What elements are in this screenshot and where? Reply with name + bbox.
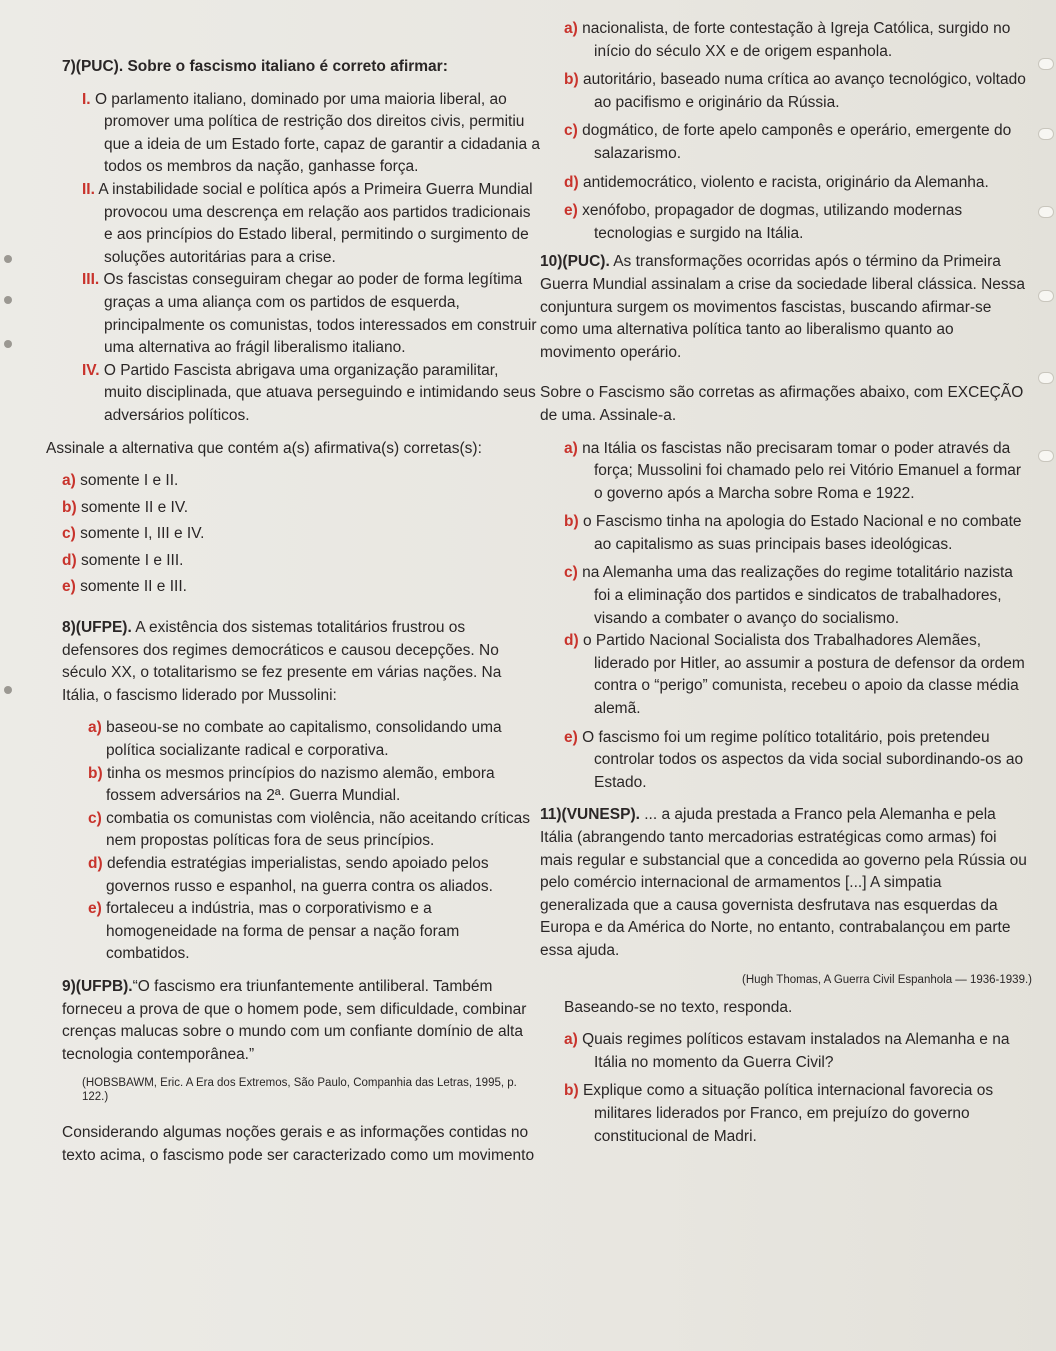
q10-option: c) na Alemanha uma das realizações do regime totalitário nazista foi a eliminação dos partidos e sindicatos de trabalhadores, visando a combater o avanço do socialismo. bbox=[564, 564, 1013, 627]
q9-option: c) dogmático, de forte apelo camponês e operário, emergente do salazarismo. bbox=[564, 122, 1012, 162]
left-column bbox=[46, 56, 541, 1168]
q8-option: b) tinha os mesmos princípios do nazismo alemão, embora fossem adversários na 2ª. Guerra Mundial. bbox=[88, 764, 495, 805]
q8-question: 8)(UFPE). A existência dos sistemas totalitários frustrou os defensores dos regimes democráticos e causou decepções. No século XX, o totalitarismo se fez presente em várias nações. Na Itália, o fascismo liderado por Mussolini: bbox=[62, 619, 502, 704]
page-edge-mark bbox=[1038, 128, 1054, 140]
q10-option: d) o Partido Nacional Socialista dos Trabalhadores Alemães, liderado por Hitler, ao assumir a postura de defensor da ordem contra o “perigo” comunista, recebeu o apoio da classe média alemã. bbox=[564, 632, 1025, 718]
page-edge-mark bbox=[1038, 450, 1054, 462]
q8-option: e) fortaleceu a indústria, mas o corporativismo e a homogeneidade na forma de pensar a nação foram combatidos. bbox=[88, 900, 460, 963]
q7-prompt: Assinale a alternativa que contém a(s) afirmativa(s) corretas(s): bbox=[46, 439, 482, 457]
q9-option: e) xenófobo, propagador de dogmas, utilizando modernas tecnologias e surgido na Itália. bbox=[564, 202, 963, 242]
q10-option: e) O fascismo foi um regime político totalitário, pois pretendeu controlar todos os aspectos da vida social subordinando-os ao Estado. bbox=[564, 728, 1024, 791]
q9-source: (HOBSBAWM, Eric. A Era dos Extremos, São Paulo, Companhia das Letras, 1995, p. 122.) bbox=[82, 1077, 517, 1104]
q9-option: a) nacionalista, de forte contestação à Igreja Católica, surgido no início do século XX e de origem espanhola. bbox=[564, 20, 1011, 60]
page-edge-mark bbox=[1038, 206, 1054, 218]
q7-statement: II. A instabilidade social e política após a Primeira Guerra Mundial provocou uma descrença em relação aos partidos tradicionais e aos princípios do Estado liberal, permitindo o surgimento de soluções autoritárias para a crise. bbox=[82, 180, 533, 266]
q9-option: d) antidemocrático, violento e racista, originário da Alemanha. bbox=[564, 173, 989, 191]
q7-option: d) somente I e III. bbox=[62, 551, 184, 569]
q7-option: b) somente II e IV. bbox=[62, 498, 189, 516]
q11-source: (Hugh Thomas, A Guerra Civil Espanhola — 1936-1939.) bbox=[742, 973, 1032, 986]
q10-option: b) o Fascismo tinha na apologia do Estado Nacional e no combate ao capitalismo as suas principais bases ideológicas. bbox=[564, 513, 1022, 553]
page-edge-mark bbox=[1038, 58, 1054, 70]
q10-prompt: Sobre o Fascismo são corretas as afirmações abaixo, com EXCEÇÃO de uma. Assinale-a. bbox=[540, 384, 1024, 424]
q7-title: 7)(PUC). Sobre o fascismo italiano é correto afirmar: bbox=[62, 58, 448, 75]
q8-option: a) baseou-se no combate ao capitalismo, consolidando uma política socializante radical e corporativa. bbox=[88, 719, 502, 760]
right-column bbox=[540, 18, 1032, 1148]
q7-option: a) somente I e II. bbox=[62, 472, 179, 490]
page-edge-mark bbox=[1038, 372, 1054, 384]
q11-option: a) Quais regimes políticos estavam instalados na Alemanha e na Itália no momento da Guerra Civil? bbox=[564, 1031, 1010, 1071]
page-edge-mark bbox=[1038, 290, 1054, 302]
q7-statement: III. Os fascistas conseguiram chegar ao poder de forma legítima graças a uma aliança com os partidos de esquerda, principalmente os comunistas, todos interessados em construir uma alternativa ao frágil liberalismo italiano. bbox=[82, 271, 537, 357]
q7-option: c) somente I, III e IV. bbox=[62, 525, 205, 543]
page-margin-dot bbox=[4, 255, 12, 263]
q8-option: d) defendia estratégias imperialistas, sendo apoiado pelos governos russo e espanhol, na guerra contra os aliados. bbox=[88, 855, 493, 895]
q7-statement: IV. O Partido Fascista abrigava uma organização paramilitar, muito disciplinada, que atuava perseguindo e intimidando seus adversários políticos. bbox=[82, 361, 536, 424]
q10-question: 10)(PUC). As transformações ocorridas após o término da Primeira Guerra Mundial assinalam a crise da sociedade liberal clássica. Nessa conjuntura surgem os movimentos fascistas, buscando afirmar-se como uma alternativa política tanto ao liberalismo quanto ao movimento operário. bbox=[540, 253, 1026, 361]
page-margin-dot bbox=[4, 296, 12, 304]
q8-option: c) combatia os comunistas com violência, não aceitando críticas nem propostas políticas fora de seus princípios. bbox=[88, 809, 530, 850]
page-margin-dot bbox=[4, 340, 12, 348]
q11-option: b) Explique como a situação política internacional favorecia os militares liderados por Franco, em prejuízo do governo constitucional de Madri. bbox=[564, 1082, 994, 1145]
q11-prompt: Baseando-se no texto, responda. bbox=[564, 998, 793, 1016]
q9-option: b) autoritário, baseado numa crítica ao avanço tecnológico, voltado ao pacifismo e originário da Rússia. bbox=[564, 71, 1026, 111]
q11-question: 11)(VUNESP). ... a ajuda prestada a Franco pela Alemanha e pela Itália (abrangendo tanto mercadorias estratégicas como armas) foi mais regular e substancial que a concedida ao governo pela Rússia ou pelo comércio internacional de armamentos [...] A simpatia generalizada que a causa governista desfrutava nas esquerdas da Europa e da América do Norte, no entanto, contrabalançou em parte essa ajuda. bbox=[540, 806, 1027, 959]
q9-question: 9)(UFPB).“O fascismo era triunfantemente antiliberal. Também forneceu a prova de que o homem pode, sem dificuldade, combinar crenças malucas sobre o mundo com um confiante domínio de alta tecnologia contemporânea.” bbox=[62, 977, 527, 1063]
q9-prompt: Considerando algumas noções gerais e as informações contidas no texto acima, o fascismo pode ser caracterizado como um movimento bbox=[62, 1124, 535, 1164]
q10-option: a) na Itália os fascistas não precisaram tomar o poder através da força; Mussolini foi chamado pelo rei Vitório Emanuel a formar o governo após a Marcha sobre Roma e 1922. bbox=[564, 439, 1022, 502]
q7-option: e) somente II e III. bbox=[62, 578, 187, 596]
q7-statement: I. O parlamento italiano, dominado por uma maioria liberal, ao promover uma política de restrição dos direitos civis, permitiu que a ideia de um Estado forte, capaz de garantir a cidadania a todos os membros da nação, ganhasse força. bbox=[82, 90, 541, 176]
page-margin-dot bbox=[4, 686, 12, 694]
